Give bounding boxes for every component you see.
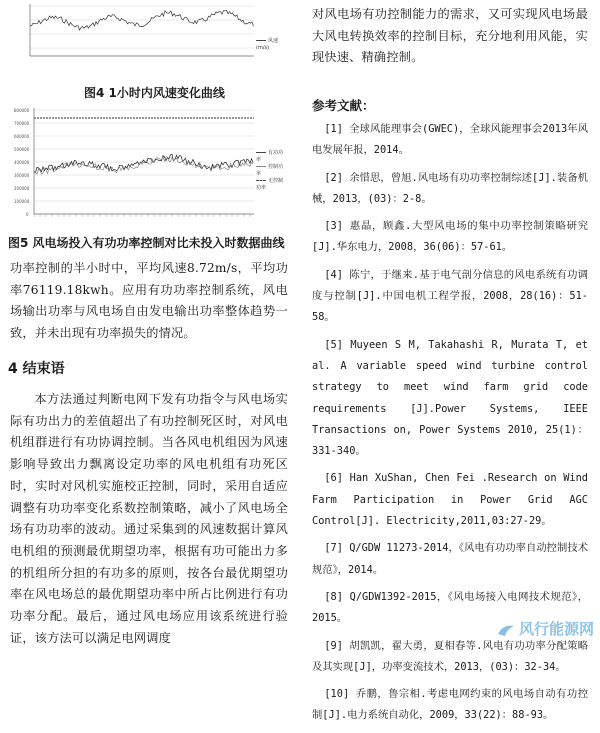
- svg-text:100000: 100000: [14, 199, 30, 204]
- figure-5-caption: 图5 风电场投入有功功率控制对比未投入时数据曲线: [8, 236, 285, 250]
- figure-5-legend-item: 无控制功率: [256, 178, 284, 191]
- continued-paragraph: [312, 4, 588, 69]
- figure-4-background: [12, 0, 284, 62]
- references-title: 参考文献：: [312, 98, 375, 113]
- figure-5-plot: [12, 104, 284, 228]
- left-column: [4, 0, 294, 645]
- section-heading: 4 结束语: [8, 361, 65, 377]
- watermark-text: 风行能源网: [518, 620, 594, 638]
- reference-item: [7] Q/GDW 11273-2014，《风电有功功率自动控制技术规范》，2014。: [312, 542, 588, 576]
- watermark: [497, 618, 594, 639]
- watermark-logo-icon: [497, 623, 515, 637]
- figure-5-legend-item: 控制功率: [256, 164, 284, 177]
- reference-item: [3] 惠晶，顾鑫.大型风电场的集中功率控制策略研究[J].华东电力，2008，36(06)：57-61。: [312, 220, 588, 254]
- conclusion-text: 本方法通过判断电网下发有功指令与风电场实际有功出力的差值超出了有功控制死区时，对风电机组群进行有功协调控制。当各风电机组因为风速影响导致出力飘离设定功率的风电机组有功死区时，实时对风机实施校正控制，同时，采用自适应调整有功功率变化系数控制策略，减小了风电场全场有功功率的波动。通过采集到的风速数据计算风电机组的预测最优期望功率，根据有功可能出力多的机组所分担的有功多的原则，按各台最优期望功率在风电场总的最优期望功率中所占比例进行有功功率分配。最后，通过风电场应用该系统进行验证，该方法可以满足电网调度: [10, 392, 288, 645]
- svg-text:300000: 300000: [14, 173, 30, 178]
- continued-text: 对风电场有功控制能力的需求，又可实现风电场最大风电转换效率的控制目标，充分地利用风能，实现快速、精确控制。: [312, 7, 588, 65]
- svg-text:400000: 400000: [14, 160, 30, 165]
- reference-item: [4] 陈宁，于继来.基于电气剖分信息的风电系统有功调度与控制[J].中国电机工程学报，2008，28(16)：51-58。: [312, 268, 588, 324]
- figure-4-chart: [12, 0, 284, 80]
- figure-5-legend: [256, 150, 284, 192]
- svg-text:800000: 800000: [14, 108, 30, 113]
- reference-item: [2] 余惜思，曾旭.风电场有功功率控制综述[J].装备机械，2013，(03)：2-8。: [312, 171, 588, 205]
- reference-item: [10] 乔鹏，鲁宗相.考虑电网约束的风电场自动有功控制[J].电力系统自动化，2009，33(22)：88-93。: [312, 688, 588, 722]
- figure-5-y-tick-labels: [14, 108, 30, 217]
- reference-item: [5] Muyeen S M, Takahashi R, Murata T, et al. A variable speed wind turbine control strategy to meet wind farm grid code requirements [J].Power Systems, IEEE Transactions on, Power Systems 2010, 25(1)：331-340。: [312, 338, 588, 458]
- right-column: [304, 0, 596, 722]
- results-paragraph: [10, 258, 288, 345]
- results-text: 功率控制的半小时中，平均风速8.72m/s，平均功率76119.18kwh。应用有功功率控制系统，风电场输出功率与风电场自由发电输出功率整体趋势一致，并未出现有功率损失的情况。: [10, 261, 288, 341]
- conclusion-paragraph: [10, 389, 288, 649]
- figure-4-legend-label: 风速(m/s): [256, 38, 279, 51]
- figure-5-legend-item: 有功功率: [256, 150, 284, 163]
- svg-text:200000: 200000: [14, 186, 30, 191]
- svg-text:700000: 700000: [14, 121, 30, 126]
- figure-4-plot: [12, 0, 284, 62]
- figure-5-chart: [12, 104, 284, 228]
- reference-item: [1] 全球风能理事会(GWEC)，全球风能理事会2013年风电发展年报，2014。: [312, 123, 588, 157]
- reference-item: [6] Han XuShan, Chen Fei .Research on Wind Farm Participation in Power Grid AGC Control[J]. Electricity,2011,03:27-29。: [312, 472, 588, 528]
- figure-5-background: [12, 104, 284, 228]
- svg-text:500000: 500000: [14, 147, 30, 152]
- svg-text:0: 0: [26, 212, 29, 217]
- reference-item: [8] Q/GDW1392-2015，《风电场接入电网技术规范》，2015。: [312, 590, 588, 625]
- svg-text:600000: 600000: [14, 134, 30, 139]
- reference-item: [9] 胡凯凯，翟大勇，夏相春等.风电有功功率分配策略及其实现[J]，功率变流技术，2013，(03)：32-34。: [312, 639, 588, 673]
- figure-4-caption: 图4 1小时内风速变化曲线: [84, 86, 225, 100]
- figure-4-legend: [256, 38, 284, 52]
